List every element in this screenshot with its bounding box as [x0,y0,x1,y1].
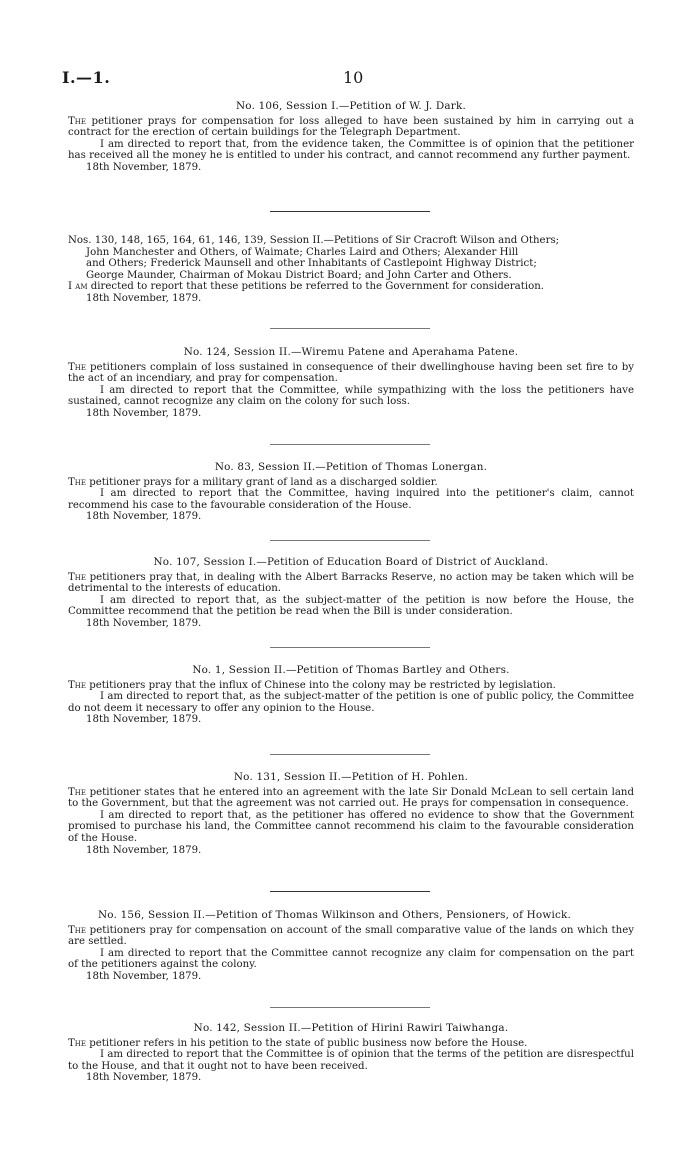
paper-reference: I.—1. [62,68,111,87]
report-date: 18th November, 1879. [86,714,202,726]
committee-report: I am directed to report that the Committee, while sympathizing with the loss the petitioners have sustained, cannot recognize any claim on the colony for such loss. [68,384,634,408]
petition-title-line: John Manchester and Others, of Waimate; Charles Laird and Others; Alexander Hill [86,246,519,258]
petition-text: petitioners pray that, in dealing with the Albert Barracks Reserve, no action may be taken which will be detrimental to the interests of education. [68,571,634,595]
petition-section [68,665,634,726]
petition-body [68,925,634,983]
lead-word: The [68,571,87,583]
section-divider [270,891,430,892]
petition-section [68,910,634,983]
section-divider [270,754,430,755]
petition-body [68,572,634,630]
petition-section [68,347,634,420]
petition-text: petitioner refers in his petition to the state of public business now before the House. [86,1037,528,1049]
section-divider [270,211,430,212]
petition-title: No. 83, Session II.—Petition of Thomas Lonergan. [214,461,488,473]
petition-section [68,1023,634,1084]
report-date: 18th November, 1879. [86,1072,202,1084]
report-date: 18th November, 1879. [86,407,202,419]
report-date: 18th November, 1879. [86,844,202,856]
petition-title: No. 107, Session I.—Petition of Education Board of District of Auckland. [153,556,549,568]
petition-text: petitioner states that he entered into an agreement with the late Sir Donald McLean to sell certain land to the Government, but that the agreement was not carried out. He prays for compensation in consequence. [68,786,634,810]
petition-title: No. 1, Session II.—Petition of Thomas Bartley and Others. [192,664,510,676]
lead-word: The [68,476,87,488]
petition-body [68,116,634,174]
lead-word: The [68,115,87,127]
petition-title: No. 124, Session II.—Wiremu Patene and Aperahama Patene. [183,346,519,358]
committee-report: I am directed to report that, from the evidence taken, the Committee is of opinion that the petitioner has received all the money he is entitled to under his contract, and cannot recommend any further payment. [68,138,634,162]
lead-word: The [68,786,87,798]
section-divider [270,328,430,329]
petition-body [68,680,634,726]
petition-title: No. 156, Session II.—Petition of Thomas Wilkinson and Others, Pensioners, of Howick. [98,909,572,921]
petition-section [68,772,634,856]
lead-word: I am [68,281,88,293]
lead-word: The [68,1037,87,1049]
petition-title-line: and Others; Frederick Maunsell and other Inhabitants of Castlepoint Highway District; [86,258,537,270]
section-divider [270,444,430,445]
petition-text: petitioners complain of loss sustained in consequence of their dwellinghouse having been set fire to by the act of an incendiary, and pray for compensation. [68,361,634,385]
report-date: 18th November, 1879. [86,970,202,982]
petition-text: directed to report that these petitions be referred to the Government for consideration. [87,281,545,293]
page-number: 10 [343,68,364,87]
petition-section [68,235,634,305]
petition-title-line: Nos. 130, 148, 165, 164, 61, 146, 139, Session II.—Petitions of Sir Cracroft Wilson and Others; [68,235,560,246]
committee-report: I am directed to report that, as the subject-matter of the petition is now before the House, the Committee recommend that the petition be read when the Bill is under consideration. [68,594,634,618]
petition-section [68,462,634,523]
petition-body [68,1038,634,1084]
petition-section [68,101,634,174]
report-date: 18th November, 1879. [86,292,202,304]
report-date: 18th November, 1879. [86,511,202,523]
committee-report: I am directed to report that, as the subject-matter of the petition is one of public policy, the Committee do not deem it necessary to offer any opinion to the House. [68,691,634,714]
petition-text: petitioner prays for a military grant of land as a discharged soldier. [86,476,438,488]
petition-text: petitioners pray for compensation on account of the small comparative value of the lands on which they are settled. [68,924,634,948]
report-date: 18th November, 1879. [86,161,202,173]
section-divider [270,540,430,541]
petition-body [68,477,634,523]
lead-word: The [68,924,87,936]
petition-title: No. 106, Session I.—Petition of W. J. Dark. [236,100,466,112]
petition-section [68,557,634,630]
petition-title: No. 131, Session II.—Petition of H. Pohlen. [233,771,469,783]
lead-word: The [68,361,87,373]
section-divider [270,647,430,648]
section-divider [270,1007,430,1008]
petition-title-line: George Maunder, Chairman of Mokau District Board; and John Carter and Others. [86,269,512,281]
committee-report: I am directed to report that the Committee is of opinion that the terms of the petition are disrespectful to the House, and that it ought not to have been received. [68,1049,634,1072]
petition-text: petitioner prays for compensation for loss alleged to have been sustained by him in carrying out a contract for the erection of certain buildings for the Telegraph Department. [68,115,634,139]
petition-text: petitioners pray that the influx of Chinese into the colony may be restricted by legislation. [86,679,556,691]
petition-title: No. 142, Session II.—Petition of Hirini Rawiri Taiwhanga. [193,1022,509,1034]
lead-word: The [68,679,87,691]
committee-report: I am directed to report that the Committee cannot recognize any claim for compensation on the part of the petitioners against the colony. [68,947,634,971]
committee-report: I am directed to report that the Committee, having inquired into the petitioner's claim, cannot recommend his case to the favourable consideration of the House. [68,488,634,511]
petition-body [68,362,634,420]
petition-body [68,787,634,857]
report-date: 18th November, 1879. [86,617,202,629]
committee-report: I am directed to report that, as the petitioner has offered no evidence to show that the Government promised to purchase his land, the Committee cannot recommend his claim to the favourable consideration of the House. [68,809,634,844]
